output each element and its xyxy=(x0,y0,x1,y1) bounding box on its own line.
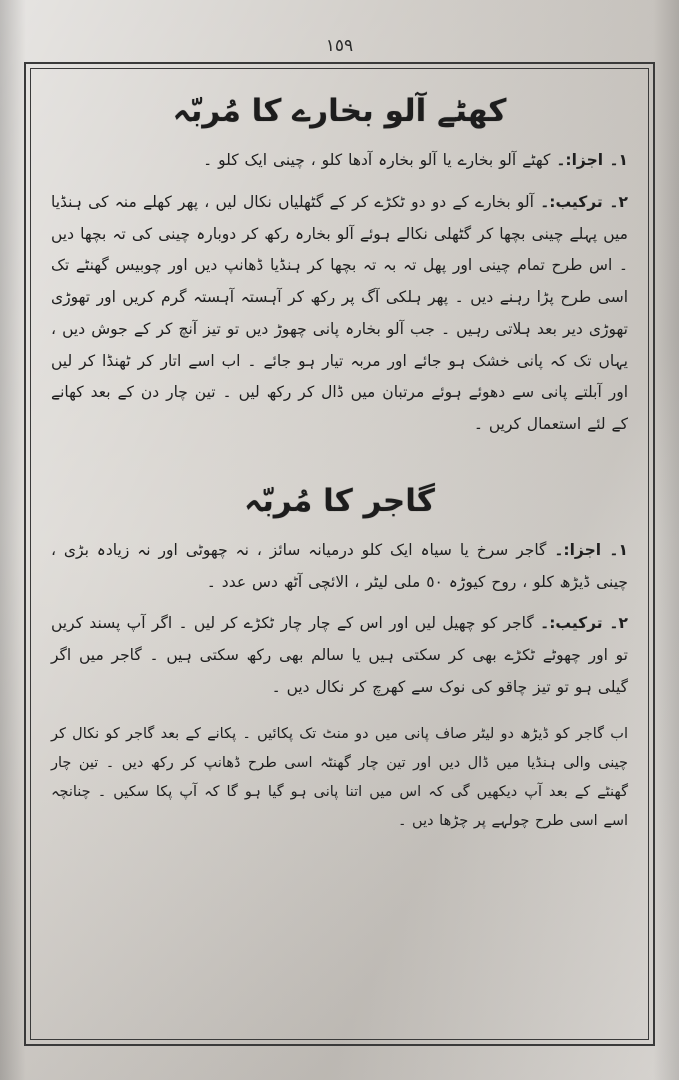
recipe-title-2: گاجر کا مُربّہ xyxy=(244,482,435,519)
recipe-1-ingredients-text: کھٹے آلو بخارے یا آلو بخارہ آدھا کلو ، چینی ایک کلو ۔ xyxy=(203,151,551,169)
recipe-2-ingredients-label: ١۔ اجزا:۔ xyxy=(554,540,628,559)
page-edge-shadow-left xyxy=(0,0,26,1080)
recipe-2-ingredients-text: گاجر سرخ یا سیاہ ایک کلو درمیانہ سائز ، نہ چھوٹی اور نہ زیادہ بڑی ، چینی ڈیڑھ کلو ، روح کیوڑہ ٥٠ ملی لیٹر ، الائچی آٹھ دس عدد ۔ xyxy=(51,540,628,591)
recipe-section-2 xyxy=(51,483,628,836)
recipe-title-1: کھٹے آلو بخارے کا مُربّہ xyxy=(172,93,507,129)
recipe-2-method-continued: اب گاجر کو ڈیڑھ دو لیٹر صاف پانی میں دو منٹ تک پکائیں ۔ پکانے کے بعد گاجر کو نکال کر چینی والی ہنڈیا میں ڈال دیں اور تین چار گھنٹہ اسی طرح ڈھانپ کر رکھ دیں ۔ تین چار گھنٹے کے بعد آپ دیکھیں گی کہ اس میں اتنا پانی ہو گیا ہو گا کہ آپ پکا سکیں ۔ چنانچہ اسے اسی طرح چولہے پر چڑھا دیں ۔ xyxy=(51,725,628,829)
recipe-2-method-text: گاجر کو چھیل لیں اور اس کے چار چار ٹکڑے کر لیں ۔ اگر آپ پسند کریں تو اور چھوٹے ٹکڑے بھی کر سکتی ہیں یا سالم بھی رکھ سکتی ہیں ۔ گاجر میں اگر گیلی ہو تو تیز چاقو کی نوک سے کھرچ کر نکال دیں ۔ xyxy=(51,614,628,696)
page-number: ١٥٩ xyxy=(325,36,354,56)
recipe-1-method-label: ٢۔ ترکیب:۔ xyxy=(540,192,628,211)
recipe-2-method xyxy=(51,608,628,703)
page-border-outer xyxy=(24,62,655,1046)
recipe-2-method-label: ٢۔ ترکیب:۔ xyxy=(540,614,628,633)
recipe-1-ingredients-label: ١۔ اجزا:۔ xyxy=(556,151,628,169)
recipe-section-1 xyxy=(51,93,628,441)
recipe-2-ingredients xyxy=(51,535,628,599)
recipe-1-method xyxy=(51,187,628,441)
page-edge-shadow-right xyxy=(653,0,679,1080)
recipe-1-ingredients xyxy=(51,145,628,177)
recipe-1-method-text: آلو بخارے کے دو دو ٹکڑے کر کے گٹھلیاں نکال لیں ، پھر کھلے منہ کی ہنڈیا میں پہلے چینی بچھا کر گٹھلی نکالے ہوئے آلو بخارہ رکھ کر دوبارہ چینی کی تہ بچھا دیں ۔ اس طرح تمام چینی اور پھل تہ بہ تہ بچھا کر ہنڈیا ڈھانپ دیں اور چوبیس گھنٹے تک اسی طرح پڑا رہنے دیں ۔ پھر ہلکی آگ پر رکھ کر آہستہ آہستہ گرم کریں اور تھوڑی تھوڑی دیر بعد ہلاتی رہیں ۔ جب آلو بخارہ پانی چھوڑ دیں تو تیز آنچ کر کے جوش دیں ، یہاں تک کہ پانی خشک ہو جائے اور مربہ تیار ہو جائے ۔ اب اسے اتار کر ٹھنڈا کر لیں اور آبلتے پانی سے دھوئے ہوئے مرتبان میں ڈال کر رکھ لیں ۔ تین چار دن کے بعد کھانے کے لئے استعمال کریں ۔ xyxy=(51,192,628,434)
page-border-inner xyxy=(30,68,649,1040)
